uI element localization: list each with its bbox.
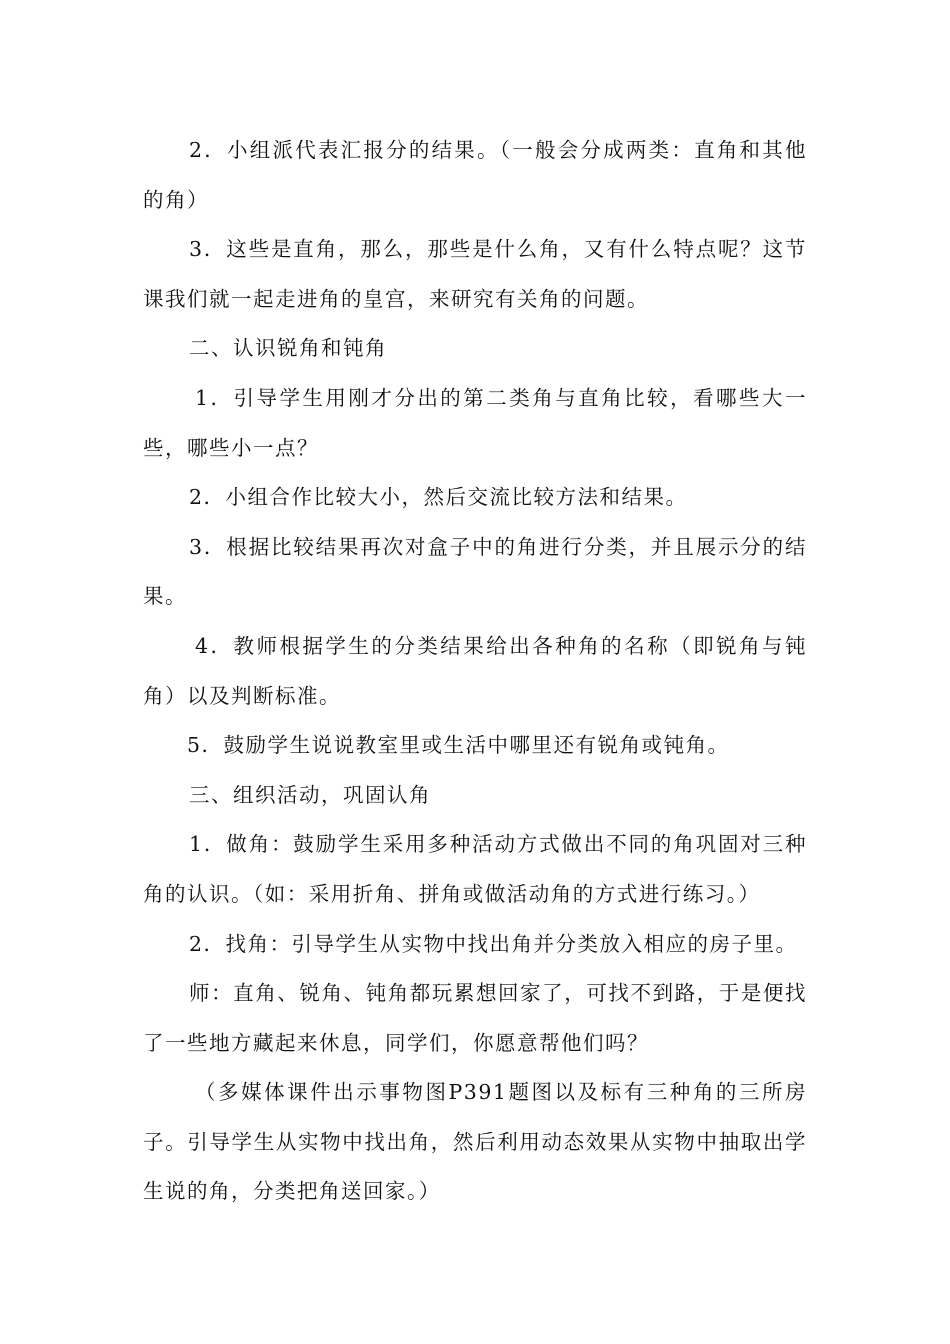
paragraph-group-compare: 2．小组合作比较大小，然后交流比较方法和结果。 bbox=[189, 485, 688, 510]
paragraph-teacher-story: 师：直角、锐角、钝角都玩累想回家了，可找不到路，于是便找了一些地方藏起来休息，同学们，你愿意帮他们吗？ bbox=[143, 981, 807, 1055]
paragraph-report-results: 2．小组派代表汇报分的结果。（一般会分成两类：直角和其他的角） bbox=[143, 138, 807, 212]
section-heading-activities: 三、组织活动，巩固认角 bbox=[189, 782, 431, 807]
paragraph-find-angles: 2．找角：引导学生从实物中找出角并分类放入相应的房子里。 bbox=[189, 931, 798, 956]
paragraph-reclassify: 3．根据比较结果再次对盒子中的角进行分类，并且展示分的结果。 bbox=[143, 534, 807, 609]
paragraph-multimedia: （多媒体课件出示事物图P391题图以及标有三种角的三所房子。引导学生从实物中找出角，然后利用动态效果从实物中抽取出学生说的角，分类把角送回家。） bbox=[143, 1080, 807, 1204]
paragraph-find-in-life: 5．鼓励学生说说教室里或生活中哪里还有锐角或钝角。 bbox=[187, 733, 730, 758]
section-heading-acute-obtuse: 二、认识锐角和钝角 bbox=[189, 336, 387, 361]
paragraph-teacher-names: 4．教师根据学生的分类结果给出各种角的名称（即锐角与钝角）以及判断标准。 bbox=[143, 633, 807, 708]
document-body bbox=[143, 126, 807, 1217]
paragraph-make-angles: 1．做角：鼓励学生采用多种活动方式做出不同的角巩固对三种角的认识。（如：采用折角、拼角或做活动角的方式进行练习。） bbox=[143, 832, 807, 906]
paragraph-right-angle-question: 3．这些是直角，那么，那些是什么角，又有什么特点呢？这节课我们就一起走进角的皇宫，来研究有关角的问题。 bbox=[143, 237, 807, 311]
paragraph-compare-angles: 1．引导学生用刚才分出的第二类角与直角比较，看哪些大一些，哪些小一点？ bbox=[143, 385, 807, 460]
